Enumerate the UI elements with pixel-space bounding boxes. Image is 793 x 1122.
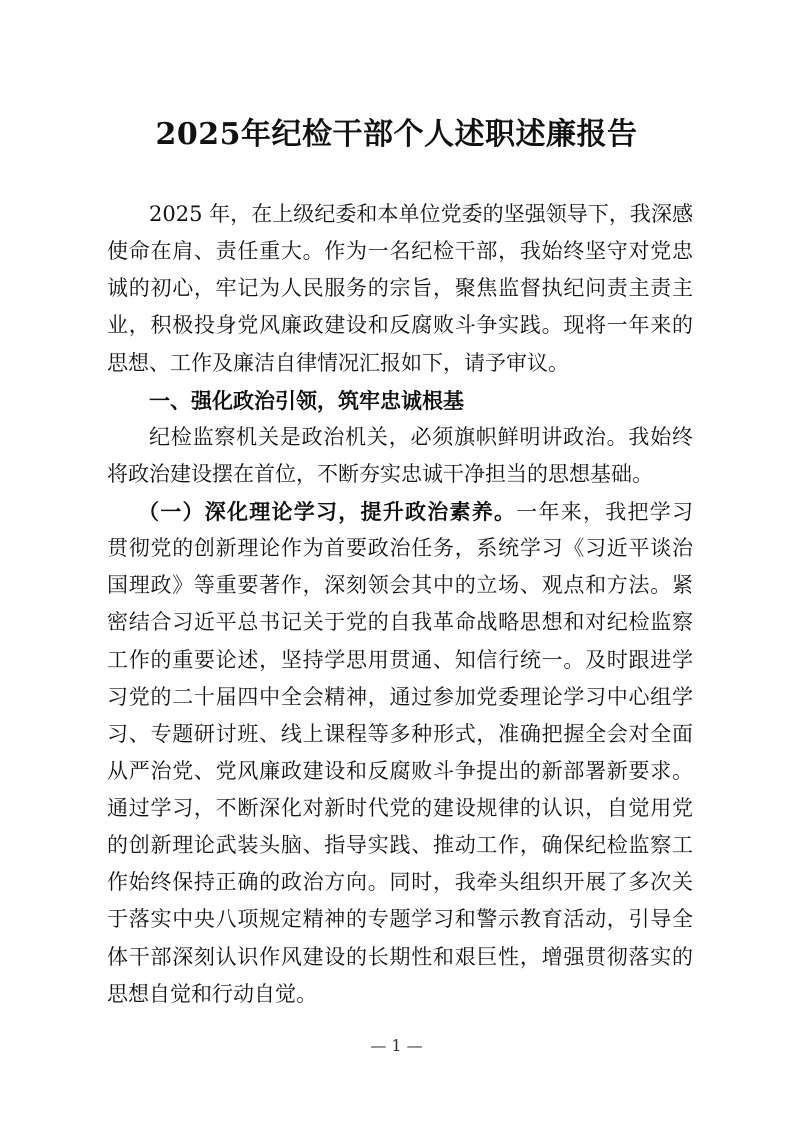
page-number: — 1 —	[370, 1036, 423, 1055]
line-text: 使命在肩、责任重大。作为一名纪检干部，我始终坚守对党忠	[107, 239, 693, 264]
line-text: 作始终保持正确的政治方向。同时，我牵头组织开展了多次关	[107, 870, 693, 895]
line-text: 贯彻党的创新理论作为首要政治任务，系统学习《习近平谈治	[107, 536, 693, 561]
text-line	[107, 345, 693, 382]
text-line	[107, 976, 693, 1013]
text-line	[107, 716, 693, 753]
line-text: 思想、工作及廉洁自律情况汇报如下，请予审议。	[107, 350, 569, 375]
line-text: 工作的重要论述，坚持学思用贯通、知信行统一。及时跟进学	[107, 647, 693, 672]
line-text: 于落实中央八项规定精神的专题学习和警示教育活动，引导全	[107, 907, 693, 932]
document-title: 2025年纪检干部个人述职述廉报告	[155, 117, 638, 152]
text-line	[107, 864, 693, 901]
text-line	[107, 196, 693, 233]
line-text: 将政治建设摆在首位，不断夯实忠诚干净担当的思想基础。	[107, 461, 653, 486]
text-line	[107, 642, 693, 679]
text-line	[107, 493, 693, 530]
section-heading	[107, 382, 693, 419]
text-line	[107, 939, 693, 976]
text-line	[107, 753, 693, 790]
text-line	[107, 827, 693, 864]
text-line	[107, 567, 693, 604]
line-text: 2025 年，在上级纪委和本单位党委的坚强领导下，我深感	[149, 202, 693, 226]
line-text: 习党的二十届四中全会精神，通过参加党委理论学习中心组学	[107, 684, 693, 709]
text-line	[107, 679, 693, 716]
line-text: 诚的初心，牢记为人民服务的宗旨，聚焦监督执纪问责主责主	[107, 276, 693, 301]
line-text: 体干部深刻认识作风建设的长期性和艰巨性，增强贯彻落实的	[107, 944, 693, 969]
text-line	[107, 456, 693, 493]
text-line	[107, 604, 693, 641]
line-text: 习、专题研讨班、线上课程等多种形式，准确把握全会对全面	[107, 721, 693, 746]
line-text: 的创新理论武装头脑、指导实践、推动工作，确保纪检监察工	[107, 833, 693, 858]
paragraph	[107, 196, 693, 382]
line-text: 国理政》等重要著作，深刻领会其中的立场、观点和方法。紧	[107, 573, 693, 598]
line-text: 通过学习，不断深化对新时代党的建设规律的认识，自觉用党	[107, 796, 693, 820]
text-line	[107, 901, 693, 938]
line-text: 密结合习近平总书记关于党的自我革命战略思想和对纪检监察	[107, 610, 693, 635]
text-line	[107, 270, 693, 307]
text-line	[107, 530, 693, 567]
text-line	[107, 307, 693, 344]
text-line	[107, 382, 693, 419]
line-text: 纪检监察机关是政治机关，必须旗帜鲜明讲政治。我始终	[149, 424, 693, 449]
line-text: 一、强化政治引领，筑牢忠诚根基	[149, 387, 464, 413]
line-text: 业，积极投身党风廉政建设和反腐败斗争实践。现将一年来的	[107, 313, 693, 338]
document-body	[107, 196, 693, 1013]
text-line	[107, 790, 693, 827]
text-line	[107, 419, 693, 456]
bold-lead: （一）深化理论学习，提升政治素养。	[138, 499, 517, 524]
paragraph	[107, 493, 693, 1013]
text-line	[107, 233, 693, 270]
line-text: 思想自觉和行动自觉。	[107, 981, 317, 1006]
line-text: 一年来，我把学习	[516, 500, 693, 524]
paragraph	[107, 419, 693, 493]
line-text: 从严治党、党风廉政建设和反腐败斗争提出的新部署新要求。	[107, 758, 693, 783]
